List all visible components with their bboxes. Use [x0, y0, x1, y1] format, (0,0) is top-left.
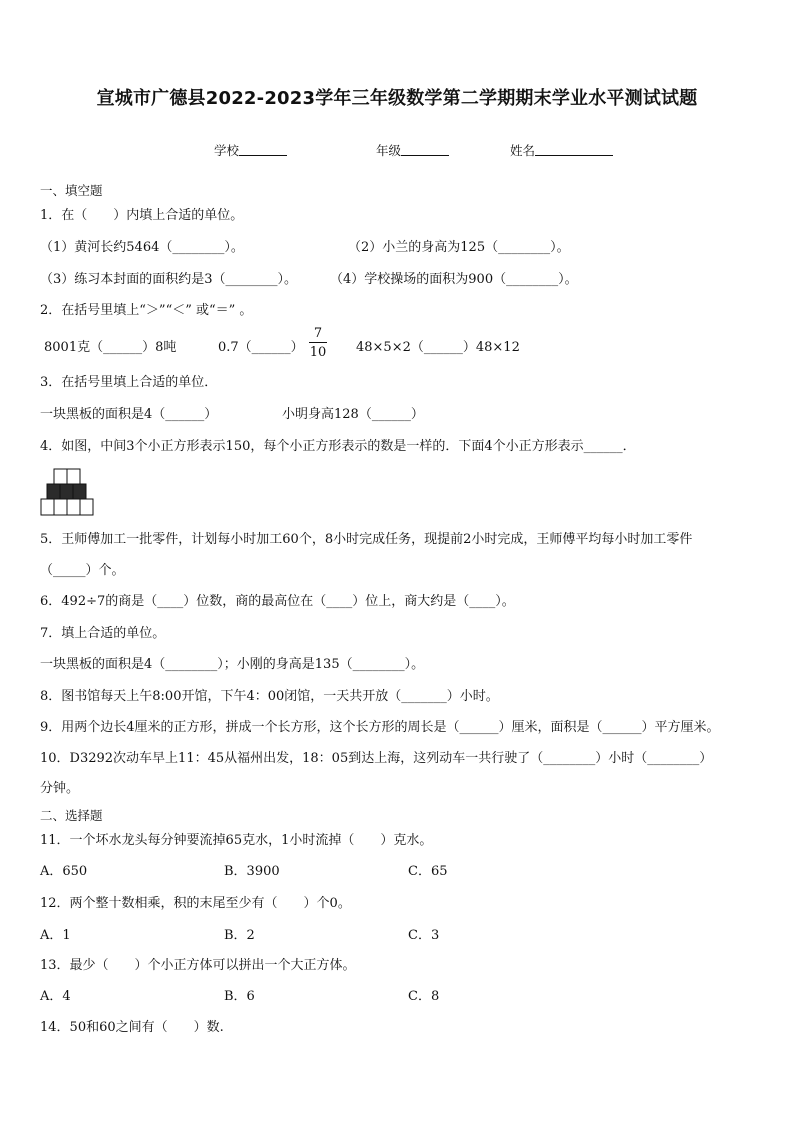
q10-line1: 10．D3292次动车早上11：45从福州出发，18：05到达上海，这列动车一共行驶了（________）小时（________） [40, 751, 713, 766]
q2-fraction [309, 326, 327, 360]
q3-a: 一块黑板的面积是4（______） [40, 407, 218, 422]
q3-b: 小明身高128（______） [282, 407, 424, 422]
fraction-bar [309, 342, 327, 343]
school-field[interactable] [214, 143, 287, 159]
q1-b: （2）小兰的身高为125（________）。 [348, 240, 570, 255]
fraction-numerator: 7 [313, 326, 323, 341]
q2-b: 0.7（______） [218, 340, 304, 355]
grade-field[interactable] [376, 143, 449, 159]
q4-stem: 4．如图，中间3个小正方形表示150，每个小正方形表示的数是一样的．下面4个小正方形表示______． [40, 439, 636, 454]
square-top-left [54, 469, 67, 484]
square-top-right [67, 469, 80, 484]
q2-a: 8001克（______）8吨 [44, 340, 177, 355]
school-blank[interactable] [239, 143, 287, 156]
q12-stem: 12．两个整十数相乘，积的末尾至少有（ ）个0。 [40, 896, 351, 911]
square-bottom-1 [41, 499, 54, 515]
q12-option-c[interactable]: C．3 [408, 928, 440, 943]
q1-stem: 1．在（ ）内填上合适的单位。 [40, 208, 244, 223]
q8: 8．图书馆每天上午8:00开馆，下午4：00闭馆，一天共开放（_______）小时。 [40, 689, 499, 704]
square-middle-3 [73, 484, 86, 499]
q11-stem: 11．一个坏水龙头每分钟要流掉65克水，1小时流掉（ ）克水。 [40, 833, 433, 848]
q14-stem: 14．50和60之间有（ ）数. [40, 1020, 224, 1035]
q2-c: 48×5×2（______）48×12 [356, 340, 520, 355]
q7-stem: 7．填上合适的单位。 [40, 626, 166, 641]
q3-stem: 3．在括号里填上合适的单位． [40, 375, 218, 390]
name-blank[interactable] [535, 143, 613, 156]
q1-c: （3）练习本封面的面积约是3（________）。 [40, 272, 298, 287]
q1-d: （4）学校操场的面积为900（________）。 [330, 272, 578, 287]
q13-option-a[interactable]: A．4 [40, 989, 71, 1004]
q2-stem: 2．在括号里填上“＞”“＜” 或“＝” 。 [40, 303, 253, 318]
grade-label: 年级 [376, 143, 402, 158]
q13-option-c[interactable]: C．8 [408, 989, 440, 1004]
grade-blank[interactable] [401, 143, 449, 156]
square-bottom-2 [54, 499, 67, 515]
square-middle-1 [47, 484, 60, 499]
q13-option-b[interactable]: B．6 [224, 989, 255, 1004]
q10-line2: 分钟。 [40, 781, 80, 796]
fraction-denominator: 10 [309, 345, 327, 360]
name-field[interactable] [510, 143, 613, 159]
square-bottom-3 [67, 499, 80, 515]
q12-option-a[interactable]: A．1 [40, 928, 71, 943]
q11-option-b[interactable]: B．3900 [224, 864, 280, 879]
q13-stem: 13．最少（ ）个小正方体可以拼出一个大正方体。 [40, 958, 356, 973]
q7-line: 一块黑板的面积是4（________）；小刚的身高是135（________）。 [40, 657, 425, 672]
q1-a: （1）黄河长约5464（________）。 [40, 240, 244, 255]
q5-line1: 5．王师傅加工一批零件，计划每小时加工60个，8小时完成任务，现提前2小时完成，王师傅平均每小时加工零件 [40, 532, 693, 547]
section-fill-in: 一、填空题 [40, 183, 103, 198]
square-bottom-4 [80, 499, 93, 515]
q11-option-c[interactable]: C．65 [408, 864, 448, 879]
q5-line2: （_____）个。 [40, 563, 125, 578]
q6: 6．492÷7的商是（____）位数，商的最高位在（____）位上，商大约是（____）。 [40, 594, 515, 609]
school-label: 学校 [214, 143, 240, 158]
q12-option-b[interactable]: B．2 [224, 928, 255, 943]
name-label: 姓名 [510, 143, 536, 158]
square-middle-2 [60, 484, 73, 499]
q9: 9．用两个边长4厘米的正方形，拼成一个长方形，这个长方形的周长是（______）厘米，面积是（______）平方厘米。 [40, 720, 720, 735]
squares-figure [40, 468, 94, 518]
q11-option-a[interactable]: A．650 [40, 864, 88, 879]
page-title: 宣城市广德县2022-2023学年三年级数学第二学期期末学业水平测试试题 [96, 88, 698, 109]
section-choice: 二、选择题 [40, 808, 103, 823]
